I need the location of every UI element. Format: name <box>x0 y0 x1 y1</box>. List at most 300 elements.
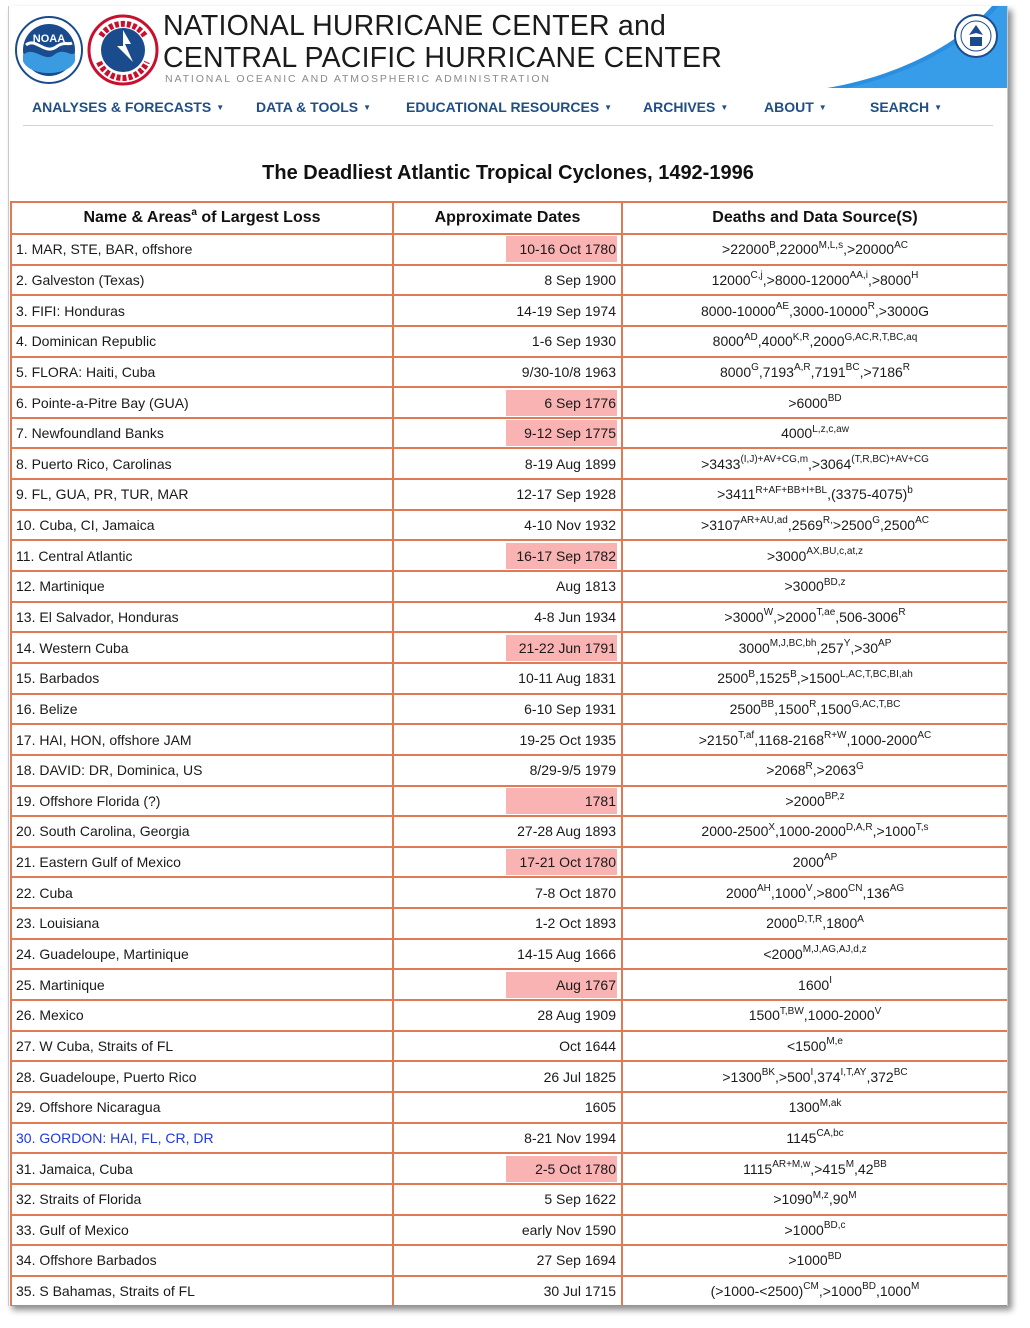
source-superscript: BK <box>761 1066 776 1078</box>
source-superscript: L,AC,T,BC,BI,ah <box>839 668 913 680</box>
death-count: >2068 <box>766 762 806 779</box>
chevron-down-icon: ▼ <box>604 103 613 112</box>
deaths-cell <box>623 235 1008 266</box>
storm-name-cell: 34. Offshore Barbados <box>12 1246 394 1277</box>
date-text: 1605 <box>584 1099 616 1116</box>
death-count: ,1000 <box>770 884 806 901</box>
deaths-cell <box>623 541 1008 572</box>
source-superscript: G,AC,T,BC <box>851 699 901 711</box>
storm-name-cell: 20. South Carolina, Georgia <box>12 817 394 848</box>
storm-name-cell: 16. Belize <box>12 695 394 726</box>
highlighted-date: 16-17 Sep 1782 <box>506 543 617 569</box>
source-superscript: BD <box>827 392 842 404</box>
death-count: >3433 <box>701 455 741 472</box>
death-count: >22000 <box>722 241 770 258</box>
death-count: >3000 <box>724 609 764 625</box>
source-superscript: CN <box>848 883 863 895</box>
source-superscript: AR+AU,ad <box>740 515 788 527</box>
nav-search[interactable] <box>870 99 942 115</box>
date-cell <box>394 296 623 327</box>
death-count: >2150 <box>698 731 739 748</box>
source-superscript: M,L,s <box>818 239 844 251</box>
deaths-cell <box>623 1216 1008 1247</box>
source-superscript: B <box>769 239 776 251</box>
noaa-logo-icon[interactable] <box>14 15 84 85</box>
source-superscript: R <box>898 607 906 619</box>
death-count: ,136 <box>862 884 890 901</box>
date-cell <box>394 1246 623 1277</box>
source-superscript: T,BW <box>779 1005 804 1017</box>
storm-name-cell: 3. FIFI: Honduras <box>12 296 394 327</box>
source-superscript: I <box>810 1066 814 1078</box>
death-count: 2000-2500 <box>701 823 769 840</box>
death-count: ,>20000 <box>843 241 895 258</box>
table-row <box>12 940 1008 971</box>
death-count: <2000 <box>763 946 803 963</box>
source-superscript: AA,i <box>849 270 868 282</box>
source-superscript: M <box>845 1158 855 1170</box>
death-count: ,>8000-12000 <box>762 271 850 288</box>
chevron-down-icon: ▼ <box>216 103 225 112</box>
page-title: The Deadliest Atlantic Tropical Cyclones, 1492-1996 <box>262 162 754 184</box>
death-count: ,>3000G <box>874 302 930 319</box>
date-cell <box>394 787 623 818</box>
header-name-suffix: of Largest Loss <box>196 209 321 226</box>
table-row <box>12 1124 1008 1155</box>
source-superscript: CA,bc <box>816 1128 844 1140</box>
storm-name-cell: 13. El Salvador, Honduras <box>12 603 394 634</box>
storm-name-cell: 15. Barbados <box>12 664 394 695</box>
date-cell <box>394 266 623 297</box>
source-superscript: H <box>911 270 919 282</box>
site-subtitle: NATIONAL OCEANIC AND ATMOSPHERIC ADMINISTRATION <box>165 73 551 85</box>
death-count: 1300 <box>788 1099 820 1116</box>
source-superscript: BP,z <box>824 791 845 803</box>
date-text: 4-8 Jun 1934 <box>534 609 616 625</box>
storm-name-cell: 31. Jamaica, Cuba <box>12 1154 394 1185</box>
table-header-row <box>12 203 1008 235</box>
death-count: ,>8000 <box>867 271 912 288</box>
storm-name-cell: 9. FL, GUA, PR, TUR, MAR <box>12 480 394 511</box>
death-count: ,1800 <box>822 915 858 932</box>
death-count: ,4000 <box>757 333 793 350</box>
source-superscript: I <box>829 975 832 987</box>
source-superscript: BD,c <box>823 1220 846 1232</box>
date-cell <box>394 1062 623 1093</box>
date-cell <box>394 603 623 634</box>
table-row <box>12 603 1008 634</box>
highlighted-date: 2-5 Oct 1780 <box>506 1156 617 1182</box>
death-count: >2500 <box>832 517 873 534</box>
source-superscript: M,ak <box>819 1097 842 1109</box>
death-count: ,7191 <box>810 363 846 380</box>
table-row <box>12 848 1008 879</box>
storm-name-cell: 2. Galveston (Texas) <box>12 266 394 297</box>
storm-name-cell: 1. MAR, STE, BAR, offshore <box>12 235 394 266</box>
death-count: ,1500 <box>774 700 810 717</box>
storm-name-cell: 27. W Cuba, Straits of FL <box>12 1032 394 1063</box>
dept-of-commerce-seal-icon[interactable] <box>953 13 999 59</box>
death-count: ,1168-2168 <box>754 731 824 748</box>
date-text: 14-19 Sep 1974 <box>516 302 616 319</box>
table-row <box>12 1277 1008 1306</box>
source-superscript: (I,J)+AV+CG,m <box>740 454 809 466</box>
nav-label: ABOUT <box>764 99 814 115</box>
death-count: 2000 <box>766 915 798 932</box>
date-cell <box>394 480 623 511</box>
highlighted-date: 1781 <box>506 788 617 814</box>
table-row <box>12 909 1008 940</box>
death-count: 3000 <box>738 639 770 656</box>
storm-name-cell: 26. Mexico <box>12 1001 394 1032</box>
deaths-cell <box>623 1154 1008 1185</box>
date-text: Oct 1644 <box>559 1037 616 1054</box>
source-superscript: D,T,R <box>797 913 823 925</box>
table-row <box>12 266 1008 297</box>
date-text: 1-6 Sep 1930 <box>531 333 616 350</box>
date-cell <box>394 327 623 358</box>
death-count: ,90 <box>828 1191 849 1208</box>
date-text: 6-10 Sep 1931 <box>524 700 616 717</box>
date-cell <box>394 756 623 787</box>
deaths-cell <box>623 449 1008 480</box>
death-count: ,1000-2000 <box>803 1007 875 1024</box>
date-cell <box>394 940 623 971</box>
source-superscript: (T,R,BC)+AV+CG <box>851 454 929 466</box>
table-row <box>12 419 1008 450</box>
death-count: 2500 <box>717 670 749 687</box>
death-count: (>1000-<2500) <box>710 1283 804 1300</box>
chevron-down-icon: ▼ <box>934 103 943 112</box>
date-cell <box>394 664 623 695</box>
source-superscript: b <box>907 484 913 496</box>
date-text: 1-2 Oct 1893 <box>535 915 616 932</box>
deaths-cell <box>623 878 1008 909</box>
death-count: 2000 <box>725 884 757 901</box>
death-count: 2000 <box>792 854 824 871</box>
death-count: ,1500 <box>816 700 852 717</box>
source-superscript: AP <box>823 852 838 864</box>
deaths-cell <box>623 511 1008 542</box>
storm-name-cell: 35. S Bahamas, Straits of FL <box>12 1277 394 1306</box>
storm-name-cell: 7. Newfoundland Banks <box>12 419 394 450</box>
death-count: >3411 <box>717 486 756 503</box>
source-superscript: X <box>768 821 776 833</box>
column-header-name <box>12 203 394 235</box>
date-cell <box>394 633 623 664</box>
deaths-cell <box>623 848 1008 879</box>
death-count: 2500 <box>729 700 761 717</box>
date-cell <box>394 1124 623 1155</box>
site-header <box>9 6 1007 92</box>
source-superscript: V <box>874 1005 882 1017</box>
source-superscript: R <box>867 300 875 312</box>
deadliest-cyclones-table <box>10 201 1008 1306</box>
source-superscript: B <box>790 668 797 680</box>
death-count: >1300 <box>722 1068 762 1085</box>
table-row <box>12 787 1008 818</box>
source-superscript: AR+M,w <box>772 1158 811 1170</box>
source-superscript: R+AF+BB+I+BL <box>755 484 828 496</box>
death-count: ,>415 <box>810 1160 846 1177</box>
date-text: 9/30-10/8 1963 <box>521 363 616 380</box>
death-count: ,1525 <box>755 670 791 687</box>
deaths-cell <box>623 266 1008 297</box>
source-superscript: T,ae <box>816 607 836 619</box>
death-count: 1115 <box>743 1160 773 1177</box>
table-row <box>12 1154 1008 1185</box>
table-row <box>12 878 1008 909</box>
storm-name-cell: 12. Martinique <box>12 572 394 603</box>
date-text: 10-11 Aug 1831 <box>518 670 616 687</box>
date-cell <box>394 695 623 726</box>
table-row <box>12 1216 1008 1247</box>
date-cell <box>394 878 623 909</box>
deaths-cell <box>623 603 1008 634</box>
date-cell <box>394 848 623 879</box>
date-text: 27 Sep 1694 <box>536 1252 616 1269</box>
table-row <box>12 1032 1008 1063</box>
death-count: ,>1500 <box>796 670 840 687</box>
source-superscript: C,j <box>750 270 763 282</box>
date-cell <box>394 1154 623 1185</box>
date-cell <box>394 235 623 266</box>
date-text: 12-17 Sep 1928 <box>516 486 616 503</box>
date-text: 30 Jul 1715 <box>543 1283 616 1300</box>
chevron-down-icon: ▼ <box>363 103 372 112</box>
date-cell <box>394 909 623 940</box>
date-cell <box>394 511 623 542</box>
storm-name-cell: 8. Puerto Rico, Carolinas <box>12 449 394 480</box>
death-count: >2000 <box>785 792 825 809</box>
deaths-cell <box>623 940 1008 971</box>
table-row <box>12 664 1008 695</box>
source-superscript: D,A,R <box>845 821 873 833</box>
death-count: ,372 <box>866 1068 894 1085</box>
death-count: 12000 <box>711 271 751 288</box>
death-count: ,>30 <box>850 639 879 656</box>
storm-name-cell: 23. Louisiana <box>12 909 394 940</box>
date-text: 27-28 Aug 1893 <box>517 823 616 840</box>
source-superscript: M <box>848 1189 857 1201</box>
storm-name-cell: 19. Offshore Florida (?) <box>12 787 394 818</box>
highlighted-date: 10-16 Oct 1780 <box>506 236 617 262</box>
date-cell <box>394 1032 623 1063</box>
page <box>8 6 1008 1306</box>
date-cell <box>394 419 623 450</box>
nav-label: DATA & TOOLS <box>256 99 359 115</box>
storm-name-cell: 22. Cuba <box>12 878 394 909</box>
table-row <box>12 296 1008 327</box>
deaths-cell <box>623 725 1008 756</box>
column-header-dates: Approximate Dates <box>394 203 623 235</box>
date-cell <box>394 388 623 419</box>
table-row <box>12 449 1008 480</box>
source-superscript: M,J,BC,bh <box>769 637 817 649</box>
table-row <box>12 725 1008 756</box>
date-text: 8-19 Aug 1899 <box>524 455 616 472</box>
source-superscript: G <box>856 760 864 772</box>
death-count: 1145 <box>786 1129 817 1146</box>
death-count: ,>1000 <box>872 823 916 840</box>
source-superscript: W <box>763 607 774 619</box>
nws-logo-icon[interactable] <box>87 14 159 86</box>
source-superscript: R+W <box>824 729 847 741</box>
date-text: 8/29-9/5 1979 <box>529 762 616 779</box>
storm-name-cell: 18. DAVID: DR, Dominica, US <box>12 756 394 787</box>
date-text: 8-21 Nov 1994 <box>524 1129 616 1146</box>
source-superscript: AC <box>894 239 908 251</box>
table-row <box>12 695 1008 726</box>
storm-name-cell: 14. Western Cuba <box>12 633 394 664</box>
source-superscript: R <box>809 699 817 711</box>
date-text: 14-15 Aug 1666 <box>517 946 616 963</box>
death-count: ,>1000 <box>818 1283 863 1300</box>
deaths-cell <box>623 1124 1008 1155</box>
highlighted-date: 17-21 Oct 1780 <box>506 849 617 875</box>
source-superscript: G,AC,R,T,BC,aq <box>844 331 918 343</box>
deaths-cell <box>623 1185 1008 1216</box>
nav-archives[interactable] <box>643 99 728 115</box>
source-superscript: R, <box>822 515 833 527</box>
deaths-cell <box>623 480 1008 511</box>
death-count: 1600 <box>798 976 830 993</box>
storm-name-cell: 32. Straits of Florida <box>12 1185 394 1216</box>
highlighted-date: 9-12 Sep 1775 <box>506 420 617 446</box>
storm-name-cell: 24. Guadeloupe, Martinique <box>12 940 394 971</box>
source-superscript: M,e <box>826 1036 843 1048</box>
death-count: >6000 <box>788 394 828 411</box>
death-count: ,7193 <box>758 363 794 380</box>
death-count: <1500 <box>787 1037 827 1054</box>
death-count: ,22000 <box>775 241 819 258</box>
storm-name-cell: 6. Pointe-a-Pitre Bay (GUA) <box>12 388 394 419</box>
header-name-text: Name & Areas <box>83 209 192 226</box>
deaths-cell <box>623 1246 1008 1277</box>
deaths-cell <box>623 572 1008 603</box>
source-superscript: G <box>872 515 881 527</box>
storm-name-cell: 11. Central Atlantic <box>12 541 394 572</box>
table-row <box>12 817 1008 848</box>
source-superscript: A,R <box>793 362 811 374</box>
date-cell <box>394 817 623 848</box>
source-superscript: BD <box>827 1250 842 1262</box>
nav-analyses-forecasts[interactable] <box>32 99 224 115</box>
source-superscript: AC <box>917 729 932 741</box>
deaths-cell <box>623 1093 1008 1124</box>
death-count: ,1000-2000 <box>846 731 918 748</box>
source-superscript: M,z <box>812 1189 829 1201</box>
deaths-cell <box>623 756 1008 787</box>
death-count: ,>800 <box>812 884 849 901</box>
source-superscript: AG <box>889 883 905 895</box>
chevron-down-icon: ▼ <box>818 103 827 112</box>
nav-educational-resources[interactable] <box>406 99 612 115</box>
source-superscript: Y <box>843 637 851 649</box>
death-count: >1000 <box>784 1221 824 1238</box>
source-superscript: BD,z <box>823 576 846 588</box>
highlighted-date: 21-22 Jun 1791 <box>506 635 617 661</box>
table-row <box>12 572 1008 603</box>
date-text: early Nov 1590 <box>521 1221 616 1238</box>
death-count: ,257 <box>816 639 844 656</box>
storm-name-link[interactable]: 30. GORDON: HAI, FL, CR, DR <box>12 1124 394 1155</box>
source-superscript: BB <box>873 1158 887 1170</box>
source-superscript: L,z,c,aw <box>812 423 849 435</box>
date-text: 7-8 Oct 1870 <box>535 884 616 901</box>
date-text: 26 Jul 1825 <box>543 1068 616 1085</box>
chevron-down-icon: ▼ <box>720 103 729 112</box>
death-count: ,374 <box>813 1068 841 1085</box>
date-cell <box>394 358 623 389</box>
nav-about[interactable] <box>764 99 827 115</box>
source-superscript: BC <box>845 362 860 374</box>
death-count: >1000 <box>788 1252 828 1269</box>
date-cell <box>394 1001 623 1032</box>
deaths-cell <box>623 419 1008 450</box>
nav-data-tools[interactable] <box>256 99 371 115</box>
nav-label: EDUCATIONAL RESOURCES <box>406 99 600 115</box>
source-superscript: AP <box>878 637 892 649</box>
death-count: >3000 <box>766 547 807 564</box>
source-superscript: AH <box>756 883 771 895</box>
deaths-cell <box>623 1062 1008 1093</box>
source-superscript: M <box>911 1281 920 1293</box>
table-row <box>12 388 1008 419</box>
highlighted-date: 6 Sep 1776 <box>506 390 617 416</box>
source-superscript: AE <box>775 300 790 312</box>
deaths-cell <box>623 787 1008 818</box>
death-count: 8000 <box>719 363 752 380</box>
death-count: 4000 <box>781 425 813 442</box>
deaths-cell <box>623 327 1008 358</box>
table-row <box>12 541 1008 572</box>
date-cell <box>394 970 623 1001</box>
table-row <box>12 1185 1008 1216</box>
death-count: ,>3064 <box>808 455 852 472</box>
deaths-cell <box>623 664 1008 695</box>
table-row <box>12 511 1008 542</box>
main-nav <box>23 96 993 126</box>
table-row <box>12 480 1008 511</box>
source-superscript: M,J,AG,AJ,d,z <box>802 944 867 956</box>
table-row <box>12 1093 1008 1124</box>
source-superscript: G <box>751 362 759 374</box>
storm-name-cell: 21. Eastern Gulf of Mexico <box>12 848 394 879</box>
death-count: ,2569 <box>787 517 823 534</box>
date-text: 19-25 Oct 1935 <box>519 731 616 748</box>
deaths-cell <box>623 909 1008 940</box>
death-count: 8000-10000 <box>700 302 776 319</box>
deaths-cell <box>623 633 1008 664</box>
deaths-cell <box>623 970 1008 1001</box>
death-count: >3000 <box>784 578 824 595</box>
date-cell <box>394 541 623 572</box>
source-superscript: CM <box>803 1281 819 1293</box>
footnote-marker: a <box>191 206 197 218</box>
table-row <box>12 970 1008 1001</box>
source-superscript: K,R <box>792 331 810 343</box>
death-count: 1500 <box>748 1007 780 1024</box>
table-body <box>12 235 1008 1306</box>
death-count: ,>2000 <box>773 609 817 625</box>
date-text: 5 Sep 1622 <box>544 1191 616 1208</box>
date-cell <box>394 449 623 480</box>
table-row <box>12 1001 1008 1032</box>
death-count: ,>7186 <box>859 363 903 380</box>
death-count: ,506-3006 <box>835 609 899 625</box>
nav-label: ANALYSES & FORECASTS <box>32 99 212 115</box>
